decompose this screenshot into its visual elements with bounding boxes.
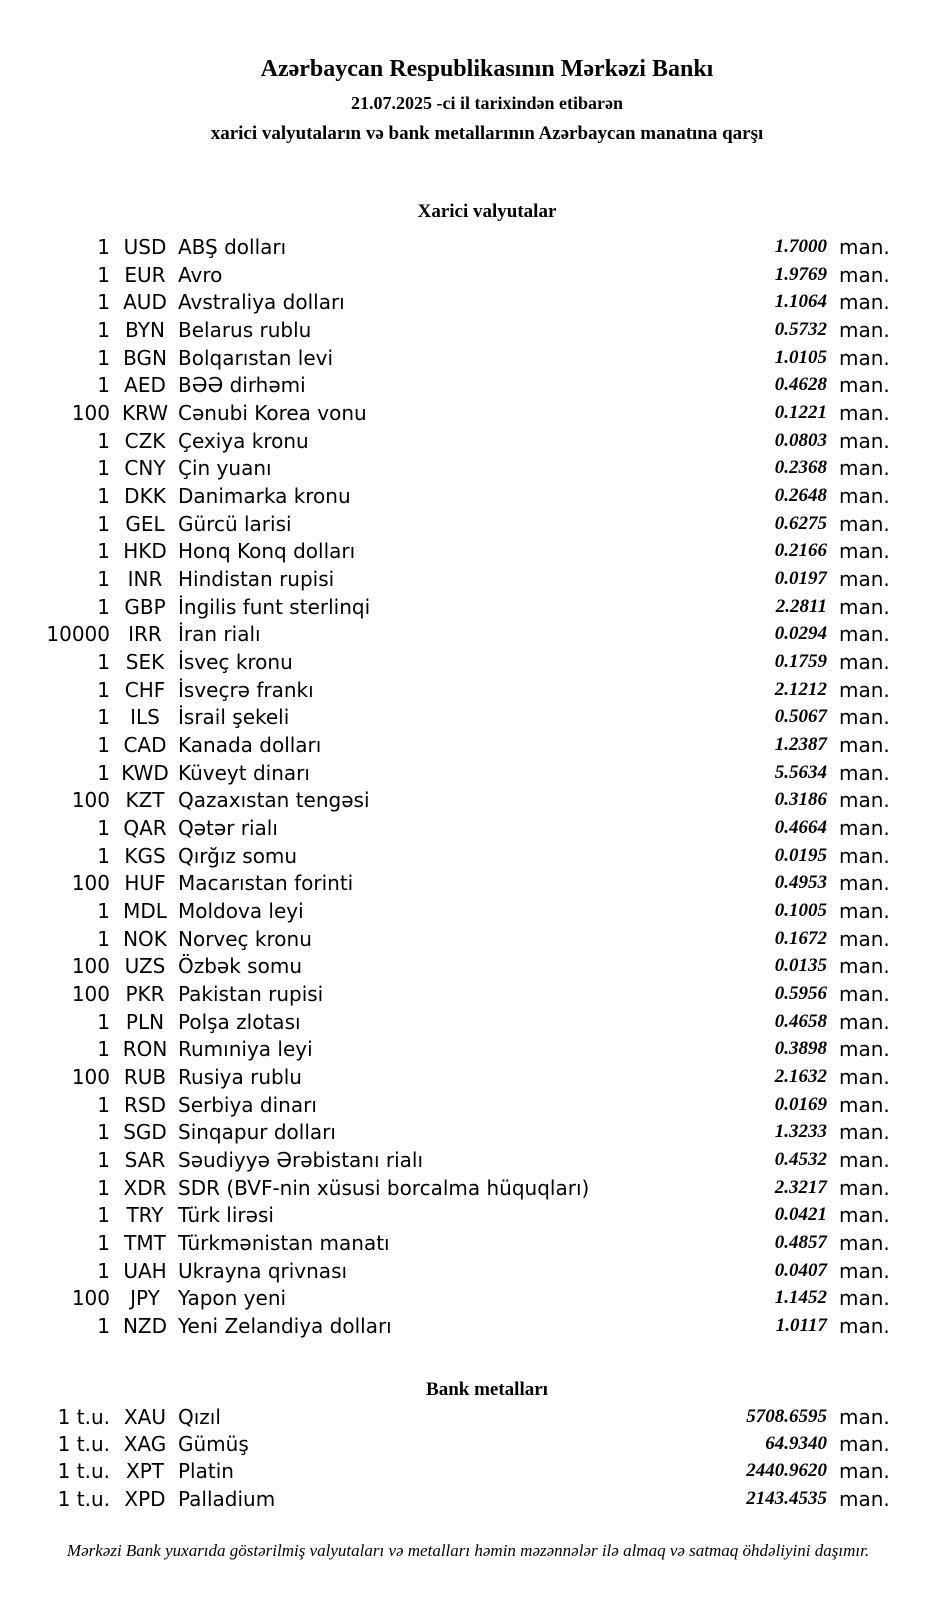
currency-code-cell: ILS	[130, 705, 160, 730]
manat-unit-label: man.	[839, 732, 890, 757]
rate-row	[0, 1403, 936, 1430]
quantity-cell: 1	[97, 262, 110, 287]
manat-unit-label: man.	[839, 1148, 890, 1172]
currency-name-cell: Küveyt dinarı	[178, 760, 310, 785]
rate-value-cell: 0.1221	[774, 401, 827, 423]
rate-value-cell: 2.3217	[774, 1176, 827, 1198]
manat-unit-label: man.	[839, 483, 890, 508]
currency-code-cell: CAD	[123, 732, 167, 757]
currency-name-cell: Kanada dolları	[178, 732, 322, 757]
quantity-cell: 10000	[46, 622, 110, 647]
manat-unit-label: man.	[839, 1459, 890, 1484]
currency-code-cell: UAH	[123, 1258, 167, 1283]
currency-code-cell: BGN	[123, 345, 167, 370]
rate-row	[0, 1485, 936, 1512]
currency-code-cell: CHF	[124, 677, 166, 702]
manat-unit-label: man.	[839, 1314, 890, 1339]
rate-value-cell: 2143.4535	[746, 1487, 827, 1509]
rate-row	[0, 1035, 936, 1063]
rate-row	[0, 814, 936, 842]
currency-name-cell: Hindistan rupisi	[178, 566, 335, 591]
currency-name-cell: Rumıniya leyi	[178, 1037, 313, 1062]
currency-code-cell: XAU	[123, 1404, 167, 1429]
rate-row	[0, 482, 936, 510]
quantity-cell: 100	[71, 788, 110, 813]
manat-unit-label: man.	[839, 456, 890, 481]
quantity-cell: 100	[71, 1286, 110, 1311]
currency-name-cell: BƏƏ dirhəmi	[178, 373, 306, 398]
rate-row	[0, 1146, 936, 1174]
rate-value-cell: 2440.9620	[746, 1460, 827, 1482]
rate-row	[0, 427, 936, 455]
manat-unit-label: man.	[839, 262, 890, 287]
quantity-cell: 100	[71, 981, 110, 1006]
manat-unit-label: man.	[839, 677, 890, 702]
rate-value-cell: 1.7000	[774, 235, 827, 257]
currency-code-cell: QAR	[123, 815, 167, 840]
currency-code-cell: DKK	[124, 483, 166, 508]
currency-name-cell: Qazaxıstan tengəsi	[178, 788, 370, 813]
quantity-cell: 1	[97, 566, 110, 591]
rate-row	[0, 233, 936, 261]
quantity-cell: 1	[97, 317, 110, 342]
rate-value-cell: 0.3186	[774, 789, 827, 811]
rate-row	[0, 1257, 936, 1285]
currency-name-cell: Sinqapur dolları	[178, 1120, 336, 1145]
rate-row	[0, 510, 936, 538]
currency-code-cell: HUF	[124, 871, 166, 896]
currency-code-cell: XAG	[123, 1431, 167, 1456]
quantity-cell: 1	[97, 483, 110, 508]
currency-name-cell: Ukrayna qrivnası	[178, 1258, 348, 1283]
rate-row	[0, 288, 936, 316]
quantity-cell: 1 t.u.	[57, 1486, 110, 1511]
manat-unit-label: man.	[839, 1486, 890, 1511]
currency-code-cell: AUD	[123, 290, 167, 315]
currency-code-cell: GBP	[124, 594, 166, 619]
manat-unit-label: man.	[839, 622, 890, 647]
rate-row	[0, 1063, 936, 1091]
quantity-cell: 1	[97, 843, 110, 868]
currency-code-cell: PKR	[125, 981, 165, 1006]
manat-unit-label: man.	[839, 539, 890, 564]
rate-value-cell: 0.4658	[774, 1010, 827, 1032]
currency-code-cell: INR	[127, 566, 163, 591]
quantity-cell: 1	[97, 926, 110, 951]
quantity-cell: 1	[97, 898, 110, 923]
currency-code-cell: TRY	[126, 1203, 164, 1228]
rate-value-cell: 1.2387	[774, 733, 827, 755]
manat-unit-label: man.	[839, 1203, 890, 1228]
currency-name-cell: Pakistan rupisi	[178, 981, 324, 1006]
manat-unit-label: man.	[839, 1231, 890, 1256]
currency-code-cell: IRR	[128, 622, 162, 647]
rate-row	[0, 1202, 936, 1230]
currency-name-cell: Qətər rialı	[178, 815, 278, 840]
currency-code-cell: JPY	[130, 1286, 160, 1311]
currency-name-cell: Avro	[178, 262, 223, 287]
rate-value-cell: 0.0197	[774, 567, 827, 589]
manat-unit-label: man.	[839, 926, 890, 951]
rate-value-cell: 0.0803	[774, 429, 827, 451]
rate-row	[0, 1119, 936, 1147]
rate-row	[0, 980, 936, 1008]
currency-code-cell: SEK	[125, 649, 165, 674]
currency-code-cell: RUB	[123, 1064, 167, 1089]
quantity-cell: 1	[97, 1175, 110, 1200]
currency-name-cell: Yeni Zelandiya dolları	[178, 1314, 392, 1339]
rate-value-cell: 0.0294	[774, 623, 827, 645]
manat-unit-label: man.	[839, 511, 890, 536]
currency-code-cell: XPT	[126, 1459, 164, 1484]
quantity-cell: 1	[97, 1314, 110, 1339]
manat-unit-label: man.	[839, 954, 890, 979]
quantity-cell: 1	[97, 1037, 110, 1062]
currency-code-cell: SAR	[124, 1148, 166, 1172]
rate-value-cell: 1.9769	[774, 263, 827, 285]
quantity-cell: 1	[97, 1092, 110, 1117]
rate-value-cell: 5708.6595	[746, 1405, 827, 1427]
quantity-cell: 1	[97, 1231, 110, 1256]
manat-unit-label: man.	[839, 1120, 890, 1145]
manat-unit-label: man.	[839, 871, 890, 896]
quantity-cell: 1	[97, 732, 110, 757]
rate-row	[0, 648, 936, 676]
quantity-cell: 1	[97, 677, 110, 702]
currencies-table	[0, 233, 936, 1340]
quantity-cell: 1	[97, 1009, 110, 1034]
rate-row	[0, 1008, 936, 1036]
rate-value-cell: 0.0169	[774, 1093, 827, 1115]
rate-row	[0, 786, 936, 814]
manat-unit-label: man.	[839, 981, 890, 1006]
currency-code-cell: PLN	[125, 1009, 165, 1034]
manat-unit-label: man.	[839, 566, 890, 591]
rate-row	[0, 1458, 936, 1485]
quantity-cell: 1	[97, 428, 110, 453]
manat-unit-label: man.	[839, 1175, 890, 1200]
rate-value-cell: 0.0195	[774, 844, 827, 866]
rate-row	[0, 565, 936, 593]
rate-value-cell: 0.5732	[774, 318, 827, 340]
currency-code-cell: AED	[124, 373, 166, 398]
manat-unit-label: man.	[839, 428, 890, 453]
currency-code-cell: HKD	[123, 539, 167, 564]
manat-unit-label: man.	[839, 317, 890, 342]
currency-name-cell: Belarus rublu	[178, 317, 312, 342]
rate-value-cell: 0.6275	[774, 512, 827, 534]
currency-name-cell: Çin yuanı	[178, 456, 272, 481]
currency-name-cell: İsveçrə frankı	[178, 677, 314, 702]
quantity-cell: 1 t.u.	[57, 1459, 110, 1484]
currency-name-cell: İngilis funt sterlinqi	[178, 594, 371, 619]
currency-name-cell: SDR (BVF-nin xüsusi borcalma hüquqları)	[178, 1175, 590, 1200]
currency-name-cell: Qırğız somu	[178, 843, 298, 868]
currency-code-cell: XDR	[123, 1175, 167, 1200]
quantity-cell: 1	[97, 290, 110, 315]
currency-code-cell: USD	[123, 234, 167, 259]
rate-value-cell: 1.0105	[774, 346, 827, 368]
quantity-cell: 1	[97, 594, 110, 619]
currency-code-cell: CZK	[124, 428, 166, 453]
rate-value-cell: 0.2368	[774, 457, 827, 479]
currency-name-cell: Palladium	[178, 1486, 276, 1511]
currency-name-cell: Norveç kronu	[178, 926, 312, 951]
manat-unit-label: man.	[839, 1431, 890, 1456]
rate-row	[0, 925, 936, 953]
quantity-cell: 1	[97, 760, 110, 785]
currency-name-cell: Özbək somu	[178, 954, 302, 979]
rate-row	[0, 620, 936, 648]
currency-code-cell: NOK	[123, 926, 167, 951]
rate-row	[0, 371, 936, 399]
quantity-cell: 1	[97, 345, 110, 370]
rate-row	[0, 1312, 936, 1340]
rate-row	[0, 316, 936, 344]
currency-name-cell: İsveç kronu	[178, 649, 293, 674]
manat-unit-label: man.	[839, 649, 890, 674]
rate-row	[0, 1174, 936, 1202]
currency-name-cell: ABŞ dolları	[178, 234, 287, 259]
currency-name-cell: Çexiya kronu	[178, 428, 309, 453]
currency-name-cell: Honq Konq dolları	[178, 539, 356, 564]
rate-value-cell: 5.5634	[774, 761, 827, 783]
manat-unit-label: man.	[839, 1064, 890, 1089]
currency-name-cell: Serbiya dinarı	[178, 1092, 317, 1117]
manat-unit-label: man.	[839, 1009, 890, 1034]
quantity-cell: 1	[97, 539, 110, 564]
quantity-cell: 100	[71, 954, 110, 979]
currency-code-cell: BYN	[125, 317, 165, 342]
currency-code-cell: MDL	[123, 898, 167, 923]
rate-value-cell: 0.2166	[774, 540, 827, 562]
rate-value-cell: 2.2811	[775, 595, 827, 617]
manat-unit-label: man.	[839, 345, 890, 370]
rate-row	[0, 703, 936, 731]
rate-value-cell: 0.5956	[774, 982, 827, 1004]
currency-code-cell: GEL	[125, 511, 165, 536]
quantity-cell: 1	[97, 234, 110, 259]
currency-code-cell: RON	[122, 1037, 168, 1062]
currency-name-cell: İran rialı	[178, 622, 261, 647]
manat-unit-label: man.	[839, 1092, 890, 1117]
manat-unit-label: man.	[839, 1404, 890, 1429]
page-subtitle: xarici valyutaların və bank metallarının Azərbaycan manatına qarşı	[210, 123, 764, 144]
quantity-cell: 1 t.u.	[57, 1431, 110, 1456]
rate-row	[0, 593, 936, 621]
rate-row	[0, 454, 936, 482]
quantity-cell: 1	[97, 373, 110, 398]
rate-value-cell: 2.1212	[774, 678, 827, 700]
rate-value-cell: 0.4664	[774, 816, 827, 838]
rate-row	[0, 1091, 936, 1119]
rate-row	[0, 759, 936, 787]
currency-code-cell: CNY	[124, 456, 166, 481]
currency-code-cell: TMT	[124, 1231, 166, 1256]
manat-unit-label: man.	[839, 373, 890, 398]
manat-unit-label: man.	[839, 234, 890, 259]
quantity-cell: 1	[97, 511, 110, 536]
manat-unit-label: man.	[839, 843, 890, 868]
currency-name-cell: Avstraliya dolları	[178, 290, 345, 315]
manat-unit-label: man.	[839, 1258, 890, 1283]
quantity-cell: 100	[71, 1064, 110, 1089]
rate-row	[0, 1430, 936, 1457]
rate-row	[0, 869, 936, 897]
quantity-cell: 1	[97, 1148, 110, 1172]
quantity-cell: 1	[97, 705, 110, 730]
currency-name-cell: Səudiyyə Ərəbistanı rialı	[178, 1148, 424, 1172]
rate-value-cell: 0.1005	[774, 899, 827, 921]
currency-code-cell: XPD	[124, 1486, 166, 1511]
rate-value-cell: 1.0117	[775, 1315, 827, 1337]
manat-unit-label: man.	[839, 1286, 890, 1311]
currency-name-cell: Danimarka kronu	[178, 483, 351, 508]
rate-row	[0, 537, 936, 565]
manat-unit-label: man.	[839, 290, 890, 315]
rate-value-cell: 0.0421	[774, 1204, 827, 1226]
rate-row	[0, 1285, 936, 1313]
rate-value-cell: 0.1672	[774, 927, 827, 949]
rate-value-cell: 0.2648	[774, 484, 827, 506]
rate-value-cell: 0.3898	[774, 1038, 827, 1060]
rate-value-cell: 1.1064	[774, 291, 827, 313]
rate-row	[0, 1229, 936, 1257]
quantity-cell: 1	[97, 456, 110, 481]
currency-name-cell: Türkmənistan manatı	[178, 1231, 390, 1256]
quantity-cell: 100	[71, 400, 110, 425]
currency-name-cell: Qızıl	[178, 1404, 221, 1429]
rate-row	[0, 676, 936, 704]
currency-name-cell: İsrail şekeli	[178, 705, 290, 730]
currency-name-cell: Polşa zlotası	[178, 1009, 301, 1034]
rate-value-cell: 0.4628	[774, 374, 827, 396]
currency-name-cell: Cənubi Korea vonu	[178, 400, 367, 425]
manat-unit-label: man.	[839, 815, 890, 840]
quantity-cell: 1	[97, 1120, 110, 1145]
rate-value-cell: 0.1759	[774, 650, 827, 672]
page-title: Azərbaycan Respublikasının Mərkəzi Bankı	[260, 56, 714, 82]
currency-name-cell: Bolqarıstan levi	[178, 345, 334, 370]
manat-unit-label: man.	[839, 760, 890, 785]
currency-code-cell: KGS	[124, 843, 166, 868]
rate-value-cell: 0.4953	[774, 872, 827, 894]
currency-name-cell: Gürcü larisi	[178, 511, 292, 536]
effective-date: 21.07.2025 -ci il tarixindən etibarən	[351, 93, 623, 113]
currency-name-cell: Yapon yeni	[178, 1286, 287, 1311]
quantity-cell: 1 t.u.	[57, 1404, 110, 1429]
rate-row	[0, 344, 936, 372]
rate-value-cell: 2.1632	[774, 1065, 827, 1087]
rate-value-cell: 0.0407	[774, 1259, 827, 1281]
currency-name-cell: Moldova leyi	[178, 898, 304, 923]
rate-row	[0, 952, 936, 980]
rate-row	[0, 731, 936, 759]
rate-value-cell: 1.3233	[774, 1121, 827, 1143]
rate-value-cell: 64.9340	[765, 1432, 827, 1454]
disclaimer-text: Mərkəzi Bank yuxarıda göstərilmiş valyutaları və metalları həmin məzənnələr ilə almaq və satmaq öhdəliyini daşımır.	[66, 1541, 870, 1560]
quantity-cell: 1	[97, 815, 110, 840]
manat-unit-label: man.	[839, 788, 890, 813]
rate-row	[0, 842, 936, 870]
rate-value-cell: 0.4532	[774, 1149, 827, 1170]
manat-unit-label: man.	[839, 594, 890, 619]
currency-code-cell: RSD	[124, 1092, 166, 1117]
section-title-currencies: Xarici valyutalar	[417, 201, 557, 222]
rate-row	[0, 261, 936, 289]
rate-row	[0, 399, 936, 427]
currency-code-cell: EUR	[124, 262, 166, 287]
currency-code-cell: NZD	[122, 1314, 168, 1339]
quantity-cell: 1	[97, 1258, 110, 1283]
rate-value-cell: 0.4857	[774, 1232, 827, 1254]
rate-value-cell: 1.1452	[774, 1287, 827, 1309]
currency-name-cell: Rusiya rublu	[178, 1064, 302, 1089]
currency-name-cell: Platin	[178, 1459, 234, 1484]
manat-unit-label: man.	[839, 898, 890, 923]
manat-unit-label: man.	[839, 705, 890, 730]
manat-unit-label: man.	[839, 1037, 890, 1062]
currency-code-cell: KRW	[122, 400, 168, 425]
currency-code-cell: KWD	[121, 760, 169, 785]
currency-name-cell: Gümüş	[178, 1431, 249, 1456]
rate-value-cell: 0.5067	[774, 706, 827, 728]
currency-name-cell: Macarıstan forinti	[178, 871, 354, 896]
quantity-cell: 1	[97, 1203, 110, 1228]
currency-code-cell: SGD	[123, 1120, 167, 1145]
rate-value-cell: 0.0135	[774, 955, 827, 977]
currency-code-cell: KZT	[125, 788, 165, 813]
metals-table	[0, 1403, 936, 1512]
manat-unit-label: man.	[839, 400, 890, 425]
currency-code-cell: UZS	[124, 954, 166, 979]
section-title-metals: Bank metalları	[426, 1379, 548, 1400]
quantity-cell: 100	[71, 871, 110, 896]
quantity-cell: 1	[97, 649, 110, 674]
currency-name-cell: Türk lirəsi	[178, 1203, 274, 1228]
rate-row	[0, 897, 936, 925]
